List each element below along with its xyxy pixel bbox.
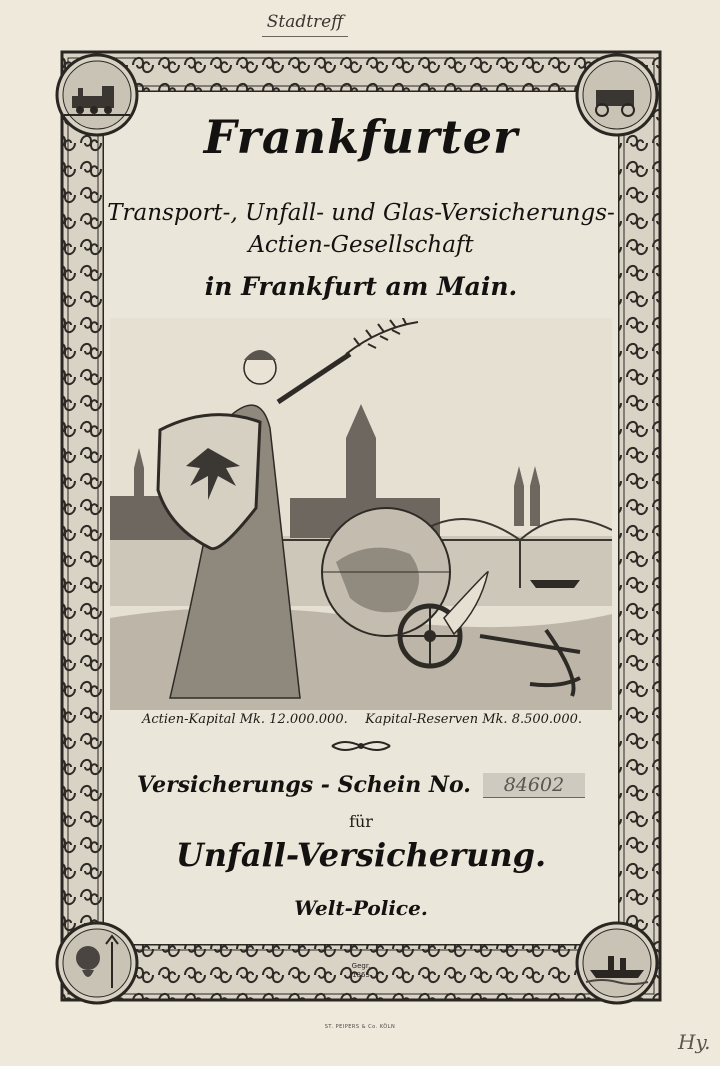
founded-mark (346, 962, 376, 980)
steamship-medallion-icon (572, 918, 662, 1008)
handwritten-note: Stadtreff (262, 8, 348, 37)
company-subtitle-line1: Transport-, Unfall- und Glas-Versicherungs- (107, 200, 615, 226)
founded-label: Gegr. (351, 962, 371, 970)
insurance-type: Unfall-Versicherung. (175, 836, 547, 874)
corner-handwritten-mark: Hy. (678, 1030, 711, 1054)
policy-number: 84602 (483, 773, 585, 798)
allegory-illustration (110, 318, 612, 710)
steamboat-icon (530, 580, 580, 588)
company-name: Frankfurter (203, 110, 519, 164)
company-subtitle-line2: Actien-Gesellschaft (248, 232, 474, 258)
founded-year: 1865 (352, 971, 370, 979)
policy-type: Welt-Police. (294, 896, 428, 920)
divider-ornament-icon (328, 738, 394, 754)
printer-imprint: ST. PEIPERS & Co. KÖLN (324, 1024, 396, 1030)
share-capital: Actien-Kapital Mk. 12.000.000. (142, 712, 348, 727)
capital-reserves: Kapital-Reserven Mk. 8.500.000. (365, 712, 582, 727)
company-location: in Frankfurt am Main. (204, 272, 518, 301)
capital-row (110, 712, 612, 727)
neptune-medallion-icon (52, 918, 142, 1008)
policy-label: Versicherungs - Schein No. (137, 772, 471, 798)
for-label: für (349, 812, 373, 831)
policy-number-row (104, 772, 618, 798)
